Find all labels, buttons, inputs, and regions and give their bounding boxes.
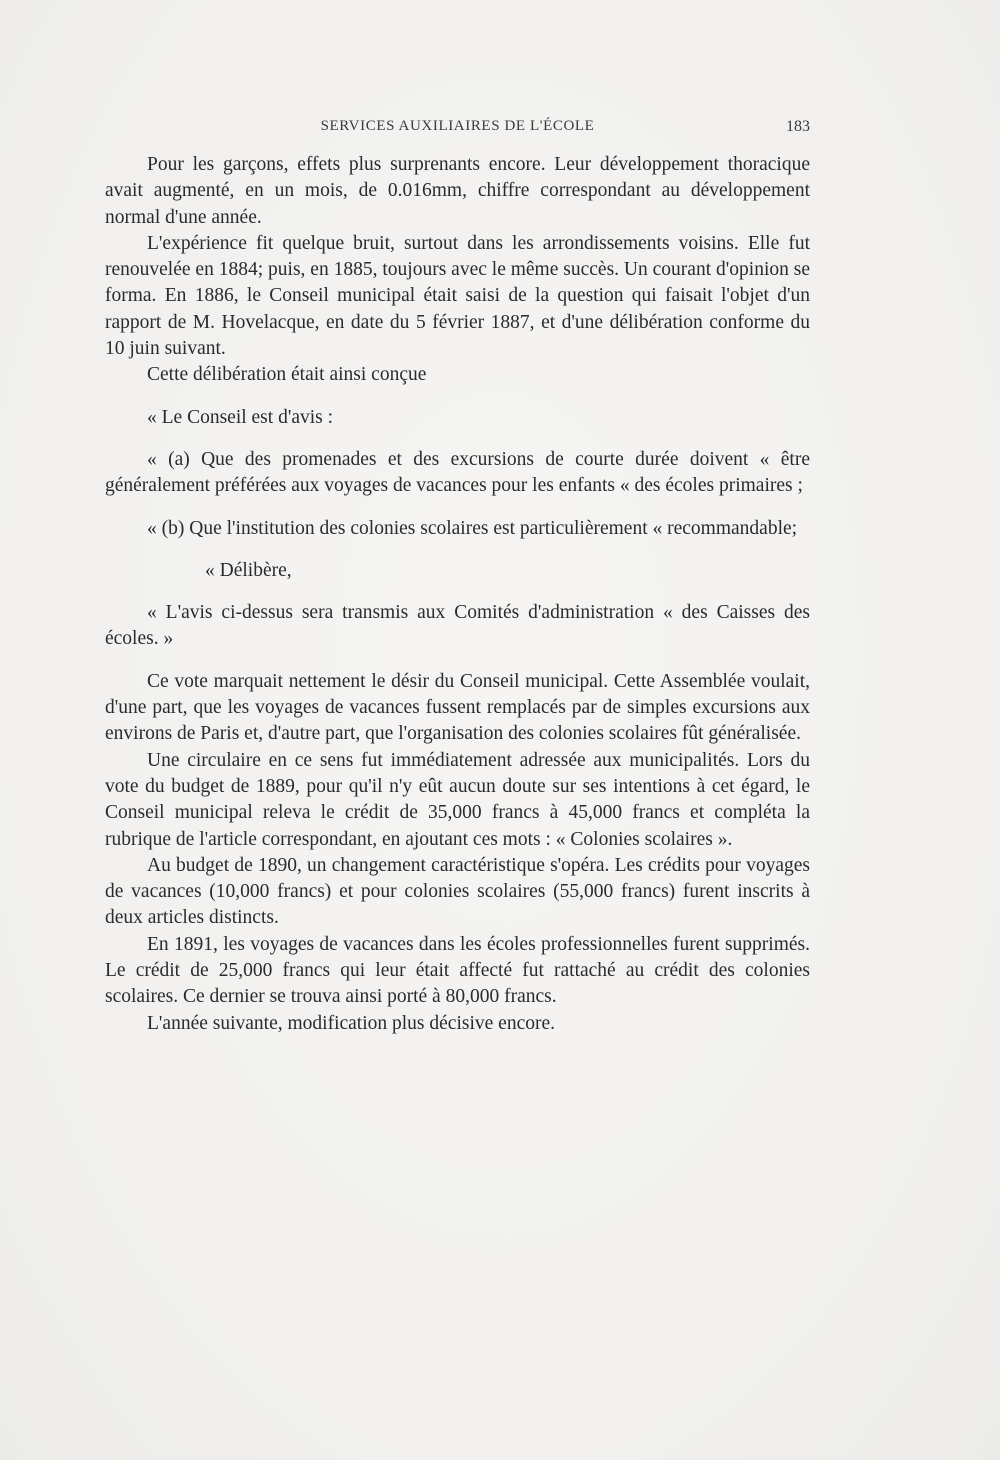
quote-delibere: « Délibère, bbox=[205, 559, 292, 581]
quote-opening: « Le Conseil est d'avis : bbox=[147, 406, 334, 428]
page-number: 183 bbox=[786, 118, 810, 135]
paragraph: Au budget de 1890, un changement caractéristique s'opéra. Les crédits pour voyages de vacances (10,000 francs) et pour colonies scolaires (55,000 francs) furent inscrits à deux articles distincts. bbox=[105, 854, 810, 929]
body-text bbox=[105, 152, 810, 1037]
paragraph: Pour les garçons, effets plus surprenants encore. Leur développement thoracique avait augmenté, en un mois, de 0.016mm, chiffre correspondant au développement normal d'une année. bbox=[105, 154, 810, 228]
quote-item-b: « (b) Que l'institution des colonies scolaires est particulièrement « recommandable; bbox=[147, 517, 798, 539]
paragraph: L'année suivante, modification plus décisive encore. bbox=[147, 1012, 555, 1034]
paragraph: Une circulaire en ce sens fut immédiatement adressée aux municipalités. Lors du vote du budget de 1889, pour qu'il n'y eût aucun doute sur ses intentions à cet égard, le Conseil municipal releva le crédit de 35,000 francs à 45,000 francs et compléta la rubrique de l'article correspondant, en ajoutant ces mots : « Colonies scolaires ». bbox=[105, 749, 810, 850]
paragraph: En 1891, les voyages de vacances dans les écoles professionnelles furent supprimés. Le crédit de 25,000 francs qui leur était affecté fut rattaché au crédit des colonies scolaires. Ce dernier se trouva ainsi porté à 80,000 francs. bbox=[105, 933, 810, 1008]
paragraph: Ce vote marquait nettement le désir du Conseil municipal. Cette Assemblée voulait, d'une part, que les voyages de vacances fussent remplacés par de simples excursions aux environs de Paris et, d'autre part, que l'organisation des colonies scolaires fût généralisée. bbox=[105, 670, 810, 745]
quote-item-a: « (a) Que des promenades et des excursions de courte durée doivent « être généralement préférées aux voyages de vacances pour les enfants « des écoles primaires ; bbox=[105, 448, 810, 497]
running-head bbox=[105, 118, 810, 140]
paragraph: Cette délibération était ainsi conçue bbox=[147, 364, 427, 386]
quote-avis: « L'avis ci-dessus sera transmis aux Comités d'administration « des Caisses des écoles. » bbox=[105, 602, 810, 650]
paragraph: L'expérience fit quelque bruit, surtout dans les arrondissements voisins. Elle fut renouvelée en 1884; puis, en 1885, toujours avec le même succès. Un courant d'opinion se forma. En 1886, le Conseil municipal était saisi de la question qui faisait l'objet d'un rapport de M. Hovelacque, en date du 5 février 1887, et d'une délibération conforme du 10 juin suivant. bbox=[105, 232, 810, 360]
running-title: SERVICES AUXILIAIRES DE L'ÉCOLE bbox=[320, 118, 595, 134]
